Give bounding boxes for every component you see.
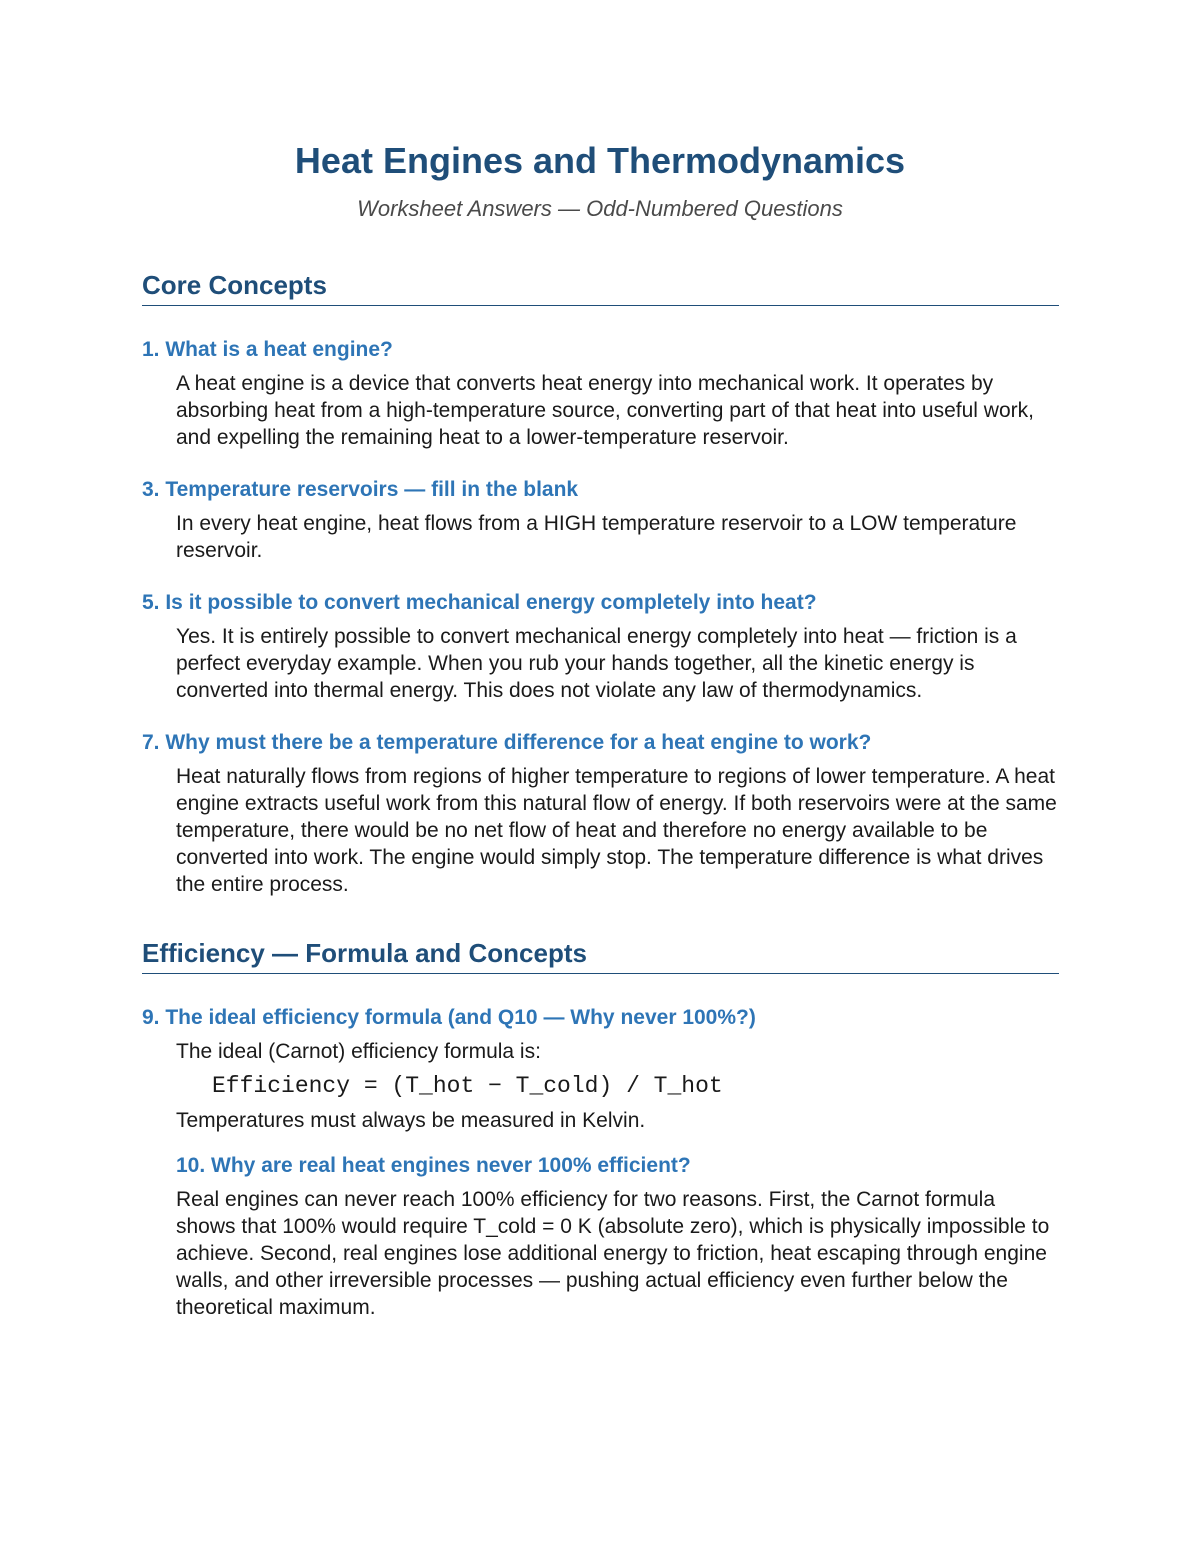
question-answer: Yes. It is entirely possible to convert mechanical energy completely into heat — friction is a perfect everyday example. When you rub your hands together, all the kinetic energy is converted into thermal energy. This does not violate any law of thermodynamics.: [176, 625, 1017, 702]
question-10-answer: Real engines can never reach 100% efficiency for two reasons. First, the Carnot formula shows that 100% would require T_cold = 0 K (absolute zero), which is physically impossible to achieve. Second, real engines lose additional energy to friction, heat escaping through engine walls, and other irreversible processes — pushing actual efficiency even further below the theoretical maximum.: [176, 1188, 1050, 1319]
section-heading-efficiency: Efficiency — Formula and Concepts: [142, 938, 1059, 974]
page-title: Heat Engines and Thermodynamics: [294, 140, 906, 181]
formula-intro: The ideal (Carnot) efficiency formula is:: [176, 1040, 541, 1063]
question-7: [142, 731, 1059, 898]
question-answer: A heat engine is a device that converts heat energy into mechanical work. It operates by absorbing heat from a high-temperature source, converting part of that heat into useful work, and expelling the remaining heat to a lower-temperature reservoir.: [176, 372, 1034, 449]
question-title: 9. The ideal efficiency formula (and Q10 — Why never 100%?): [142, 1006, 756, 1029]
question-title: 1. What is a heat engine?: [142, 338, 393, 361]
kelvin-note: Temperatures must always be measured in Kelvin.: [176, 1109, 646, 1132]
worksheet-content: [142, 270, 1059, 1321]
efficiency-formula: Efficiency = (T_hot − T_cold) / T_hot: [212, 1073, 723, 1099]
question-title: 3. Temperature reservoirs — fill in the blank: [142, 478, 579, 501]
question-title: 5. Is it possible to convert mechanical energy completely into heat?: [142, 591, 817, 614]
question-10-title: 10. Why are real heat engines never 100% efficient?: [176, 1154, 691, 1177]
question-title: 7. Why must there be a temperature difference for a heat engine to work?: [142, 731, 872, 754]
section-heading-core-concepts: Core Concepts: [142, 270, 1059, 306]
question-3: [142, 478, 1059, 564]
question-9: [142, 1006, 1059, 1321]
page-subtitle: Worksheet Answers — Odd-Numbered Questions: [357, 196, 843, 221]
question-answer: Heat naturally flows from regions of higher temperature to regions of lower temperature. A heat engine extracts useful work from this natural flow of energy. If both reservoirs were at the same temperature, there would be no net flow of heat and therefore no energy available to be converted into work. The engine would simply stop. The temperature difference is what drives the entire process.: [176, 765, 1057, 896]
question-1: [142, 338, 1059, 451]
question-5: [142, 591, 1059, 704]
question-answer: In every heat engine, heat flows from a HIGH temperature reservoir to a LOW temperature reservoir.: [176, 512, 1017, 562]
